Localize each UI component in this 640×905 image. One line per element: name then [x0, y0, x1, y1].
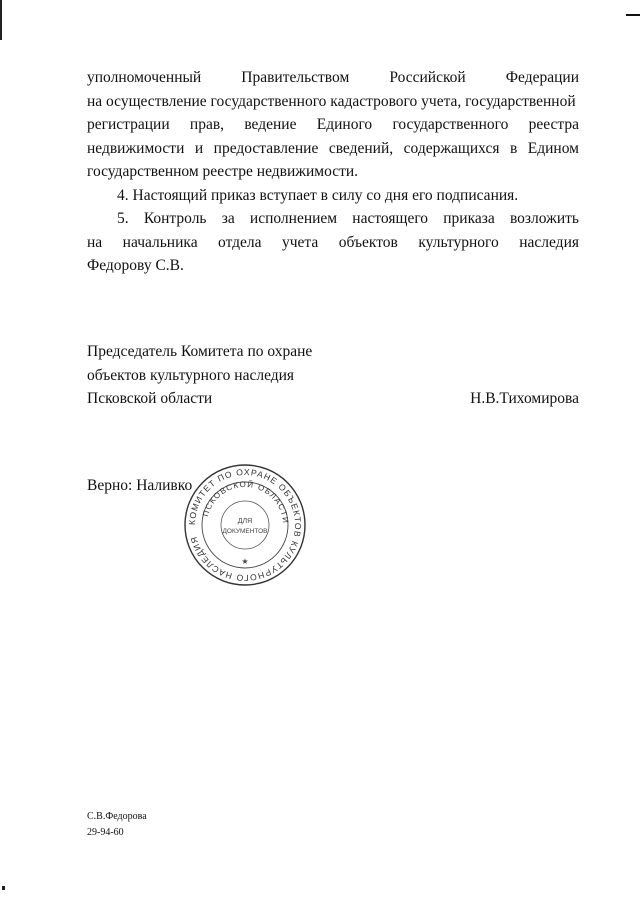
document-footer — [87, 809, 147, 841]
scan-edge-mark — [0, 0, 2, 40]
body-line: уполномоченный Правительством Российской Федерации — [87, 69, 579, 86]
scan-artifact — [2, 886, 5, 890]
svg-text:ДЛЯ: ДЛЯ — [237, 518, 253, 525]
svg-text:★: ★ — [241, 557, 249, 566]
signatory-title-line: Псковской области — [87, 390, 213, 407]
author-phone: 29-94-60 — [87, 827, 124, 838]
signatory-title-line: Председатель Комитета по охране — [87, 343, 313, 360]
svg-text:ПСКОВСКОЙ ОБЛАСТИ: ПСКОВСКОЙ ОБЛАСТИ — [200, 479, 291, 525]
clause-5-line: 5. Контроль за исполнением настоящего приказа возложить — [117, 210, 579, 227]
official-seal — [180, 460, 310, 590]
body-line: регистрации прав, ведение Единого государственного реестра — [87, 116, 579, 133]
signatory-name: Н.В.Тихомирова — [470, 390, 579, 407]
signatory-title-line: объектов культурного наследия — [87, 366, 295, 384]
scan-edge-mark — [626, 14, 640, 16]
author-name: С.В.Федорова — [87, 811, 147, 822]
body-line: недвижимости и предоставление сведений, содержащихся в Едином — [87, 139, 579, 157]
svg-text:ДОКУМЕНТОВ: ДОКУМЕНТОВ — [222, 528, 268, 535]
body-line: на осуществление государственного кадастрового учета, государственной — [87, 92, 576, 110]
document-body — [87, 66, 579, 278]
svg-text:КОМИТЕТ ПО ОХРАНЕ ОБЪЕКТОВ КУЛ: КОМИТЕТ ПО ОХРАНЕ ОБЪЕКТОВ КУЛЬТУРНОГО НАСЛЕДИЯ — [186, 466, 304, 584]
clause-5-line: Федорову С.В. — [87, 257, 184, 274]
clause-4: 4. Настоящий приказ вступает в силу со дня его подписания. — [117, 186, 519, 204]
clause-5-line: на начальника отдела учета объектов культурного наследия — [87, 233, 579, 251]
body-line: государственном реестре недвижимости. — [87, 163, 359, 180]
signature-block — [87, 340, 579, 411]
certified-copy-note: Верно: Наливко — [87, 477, 193, 494]
